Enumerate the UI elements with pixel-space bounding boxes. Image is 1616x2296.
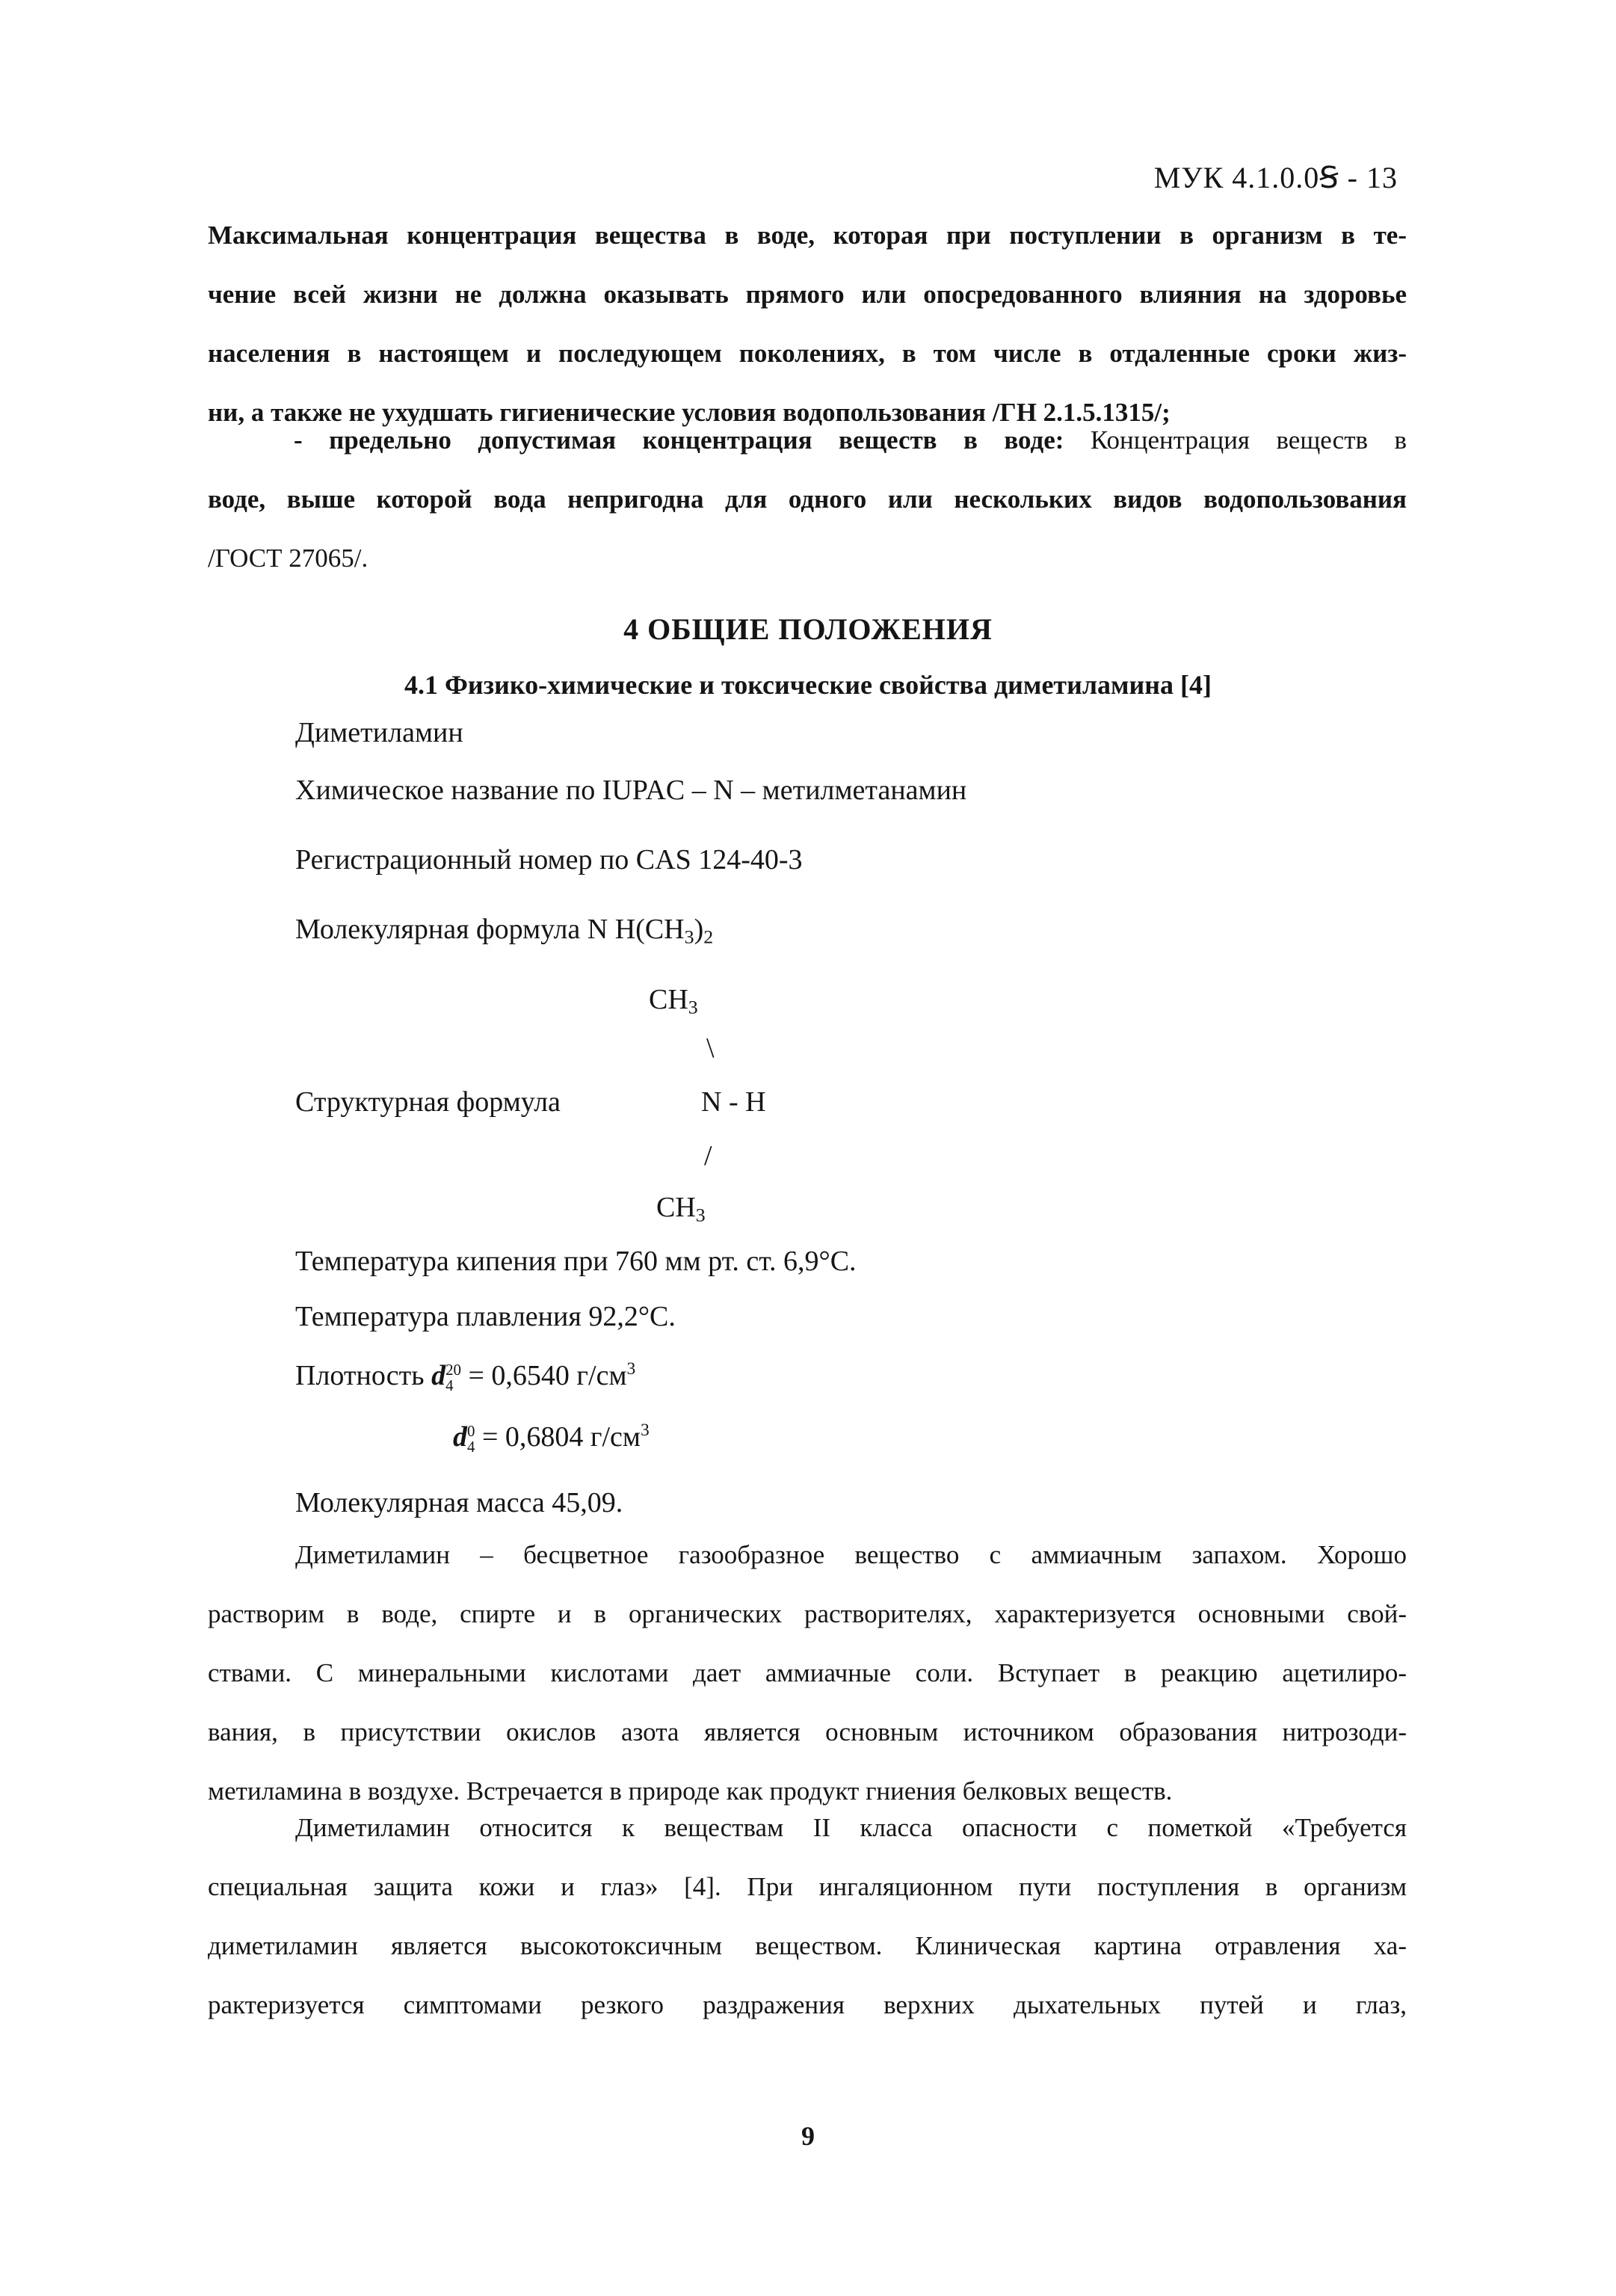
formula-close: ) [694, 914, 704, 945]
struct-top: CH [649, 984, 688, 1015]
substance-name: Диметиламин [295, 717, 463, 748]
description-line: растворим в воде, спирте и в органических растворителях, характеризуется основными свой- [208, 1599, 1407, 1628]
density-indices [445, 1362, 461, 1394]
density-value: = 0,6804 г/см [481, 1421, 641, 1453]
struct-center: N - H [701, 1086, 766, 1118]
melting-point: Температура плавления 92,2°С. [295, 1301, 676, 1332]
density-indices [467, 1424, 475, 1455]
page-number: 9 [801, 2121, 815, 2151]
density-unit-sup: 3 [640, 1421, 650, 1440]
struct-bottom-sub: 3 [695, 1204, 706, 1226]
density-sub: 4 [467, 1438, 475, 1456]
description-line: вания, в присутствии окислов азота является основным источником образования нитрозоди- [208, 1717, 1407, 1746]
iupac-name: Химическое название по IUPAC – N – метилметанамин [295, 775, 967, 806]
formula-sub: 2 [703, 926, 714, 948]
section-title: 4 ОБЩИЕ ПОЛОЖЕНИЯ [623, 612, 993, 646]
struct-bottom: CH [656, 1192, 696, 1223]
struct-bottom-group [656, 1191, 706, 1226]
pdk-line: воде, выше которой вода непригодна для одного или нескольких видов водопользования [208, 484, 1407, 514]
density-value: = 0,6540 г/см [468, 1360, 627, 1392]
hazard-line: Диметиламин относится к веществам II класса опасности с пометкой «Требуется [295, 1813, 1407, 1842]
structure-label: Структурная формула [295, 1086, 561, 1118]
density-sub: 4 [445, 1376, 454, 1395]
pdk-line: /ГОСТ 27065/. [208, 544, 368, 573]
description-paragraph [208, 1525, 1407, 1821]
struct-top-sub: 3 [688, 996, 698, 1018]
formula-sub: 3 [684, 926, 694, 948]
molar-mass: Молекулярная масса 45,09. [295, 1487, 623, 1518]
pdk-paragraph [208, 410, 1407, 588]
document-code: МУК 4.1.0.0Ꞩ - 13 [1153, 161, 1398, 194]
formula-label: Молекулярная формула N H(CH [295, 914, 685, 945]
struct-bond-top: \ [706, 1032, 715, 1064]
description-line: ствами. С минеральными кислотами дает аммиачные соли. Вступает в реакцию ацетилиро- [208, 1658, 1407, 1687]
pdk-lead-line [208, 410, 1407, 470]
density-sup: 20 [445, 1361, 461, 1379]
pdk-lead-rest: Концентрация веществ в [1090, 425, 1407, 455]
density-sup: 0 [467, 1422, 475, 1441]
density-line-1 [295, 1359, 635, 1394]
definition-line: Максимальная концентрация вещества в воде, которая при поступлении в организм в те- [208, 221, 1407, 250]
definition-line: ни, а также не ухудшать гигиенические условия водопользования /ГН 2.1.5.1315/; [208, 398, 1171, 427]
density-symbol: d [453, 1421, 467, 1453]
hazard-line: специальная защита кожи и глаз» [4]. При ингаляционном пути поступления в организм [208, 1872, 1407, 1901]
definition-paragraph [208, 206, 1407, 442]
hazard-line: рактеризуется симптомами резкого раздражения верхних дыхательных путей и глаз, [208, 1990, 1407, 2019]
description-line: метиламина в воздухе. Встречается в природе как продукт гниения белковых веществ. [208, 1776, 1173, 1806]
section-subtitle: 4.1 Физико-химические и токсические свойства диметиламина [4] [404, 670, 1212, 700]
struct-bond-bottom: / [704, 1140, 712, 1172]
density-unit-sup: 3 [626, 1359, 636, 1379]
description-line: Диметиламин – бесцветное газообразное вещество с аммиачным запахом. Хорошо [295, 1540, 1407, 1569]
struct-top-group [649, 983, 698, 1018]
density-symbol: d [431, 1360, 446, 1392]
hazard-line: диметиламин является высокотоксичным веществом. Клиническая картина отравления ха- [208, 1931, 1407, 1960]
definition-line: чение всей жизни не должна оказывать прямого или опосредованного влияния на здоровье [208, 280, 1407, 309]
density-line-2 [453, 1421, 650, 1455]
definition-line: населения в настоящем и последующем поколениях, в том числе в отдаленные сроки жиз- [208, 339, 1407, 368]
pdk-term: - предельно допустимая концентрация веществ в воде: [294, 425, 1064, 455]
boiling-point: Температура кипения при 760 мм рт. ст. 6,9°С. [295, 1246, 857, 1277]
density-label: Плотность [295, 1360, 425, 1392]
cas-number: Регистрационный номер по CAS 124-40-3 [295, 844, 803, 875]
hazard-paragraph [208, 1798, 1407, 2034]
molecular-formula [295, 913, 713, 948]
